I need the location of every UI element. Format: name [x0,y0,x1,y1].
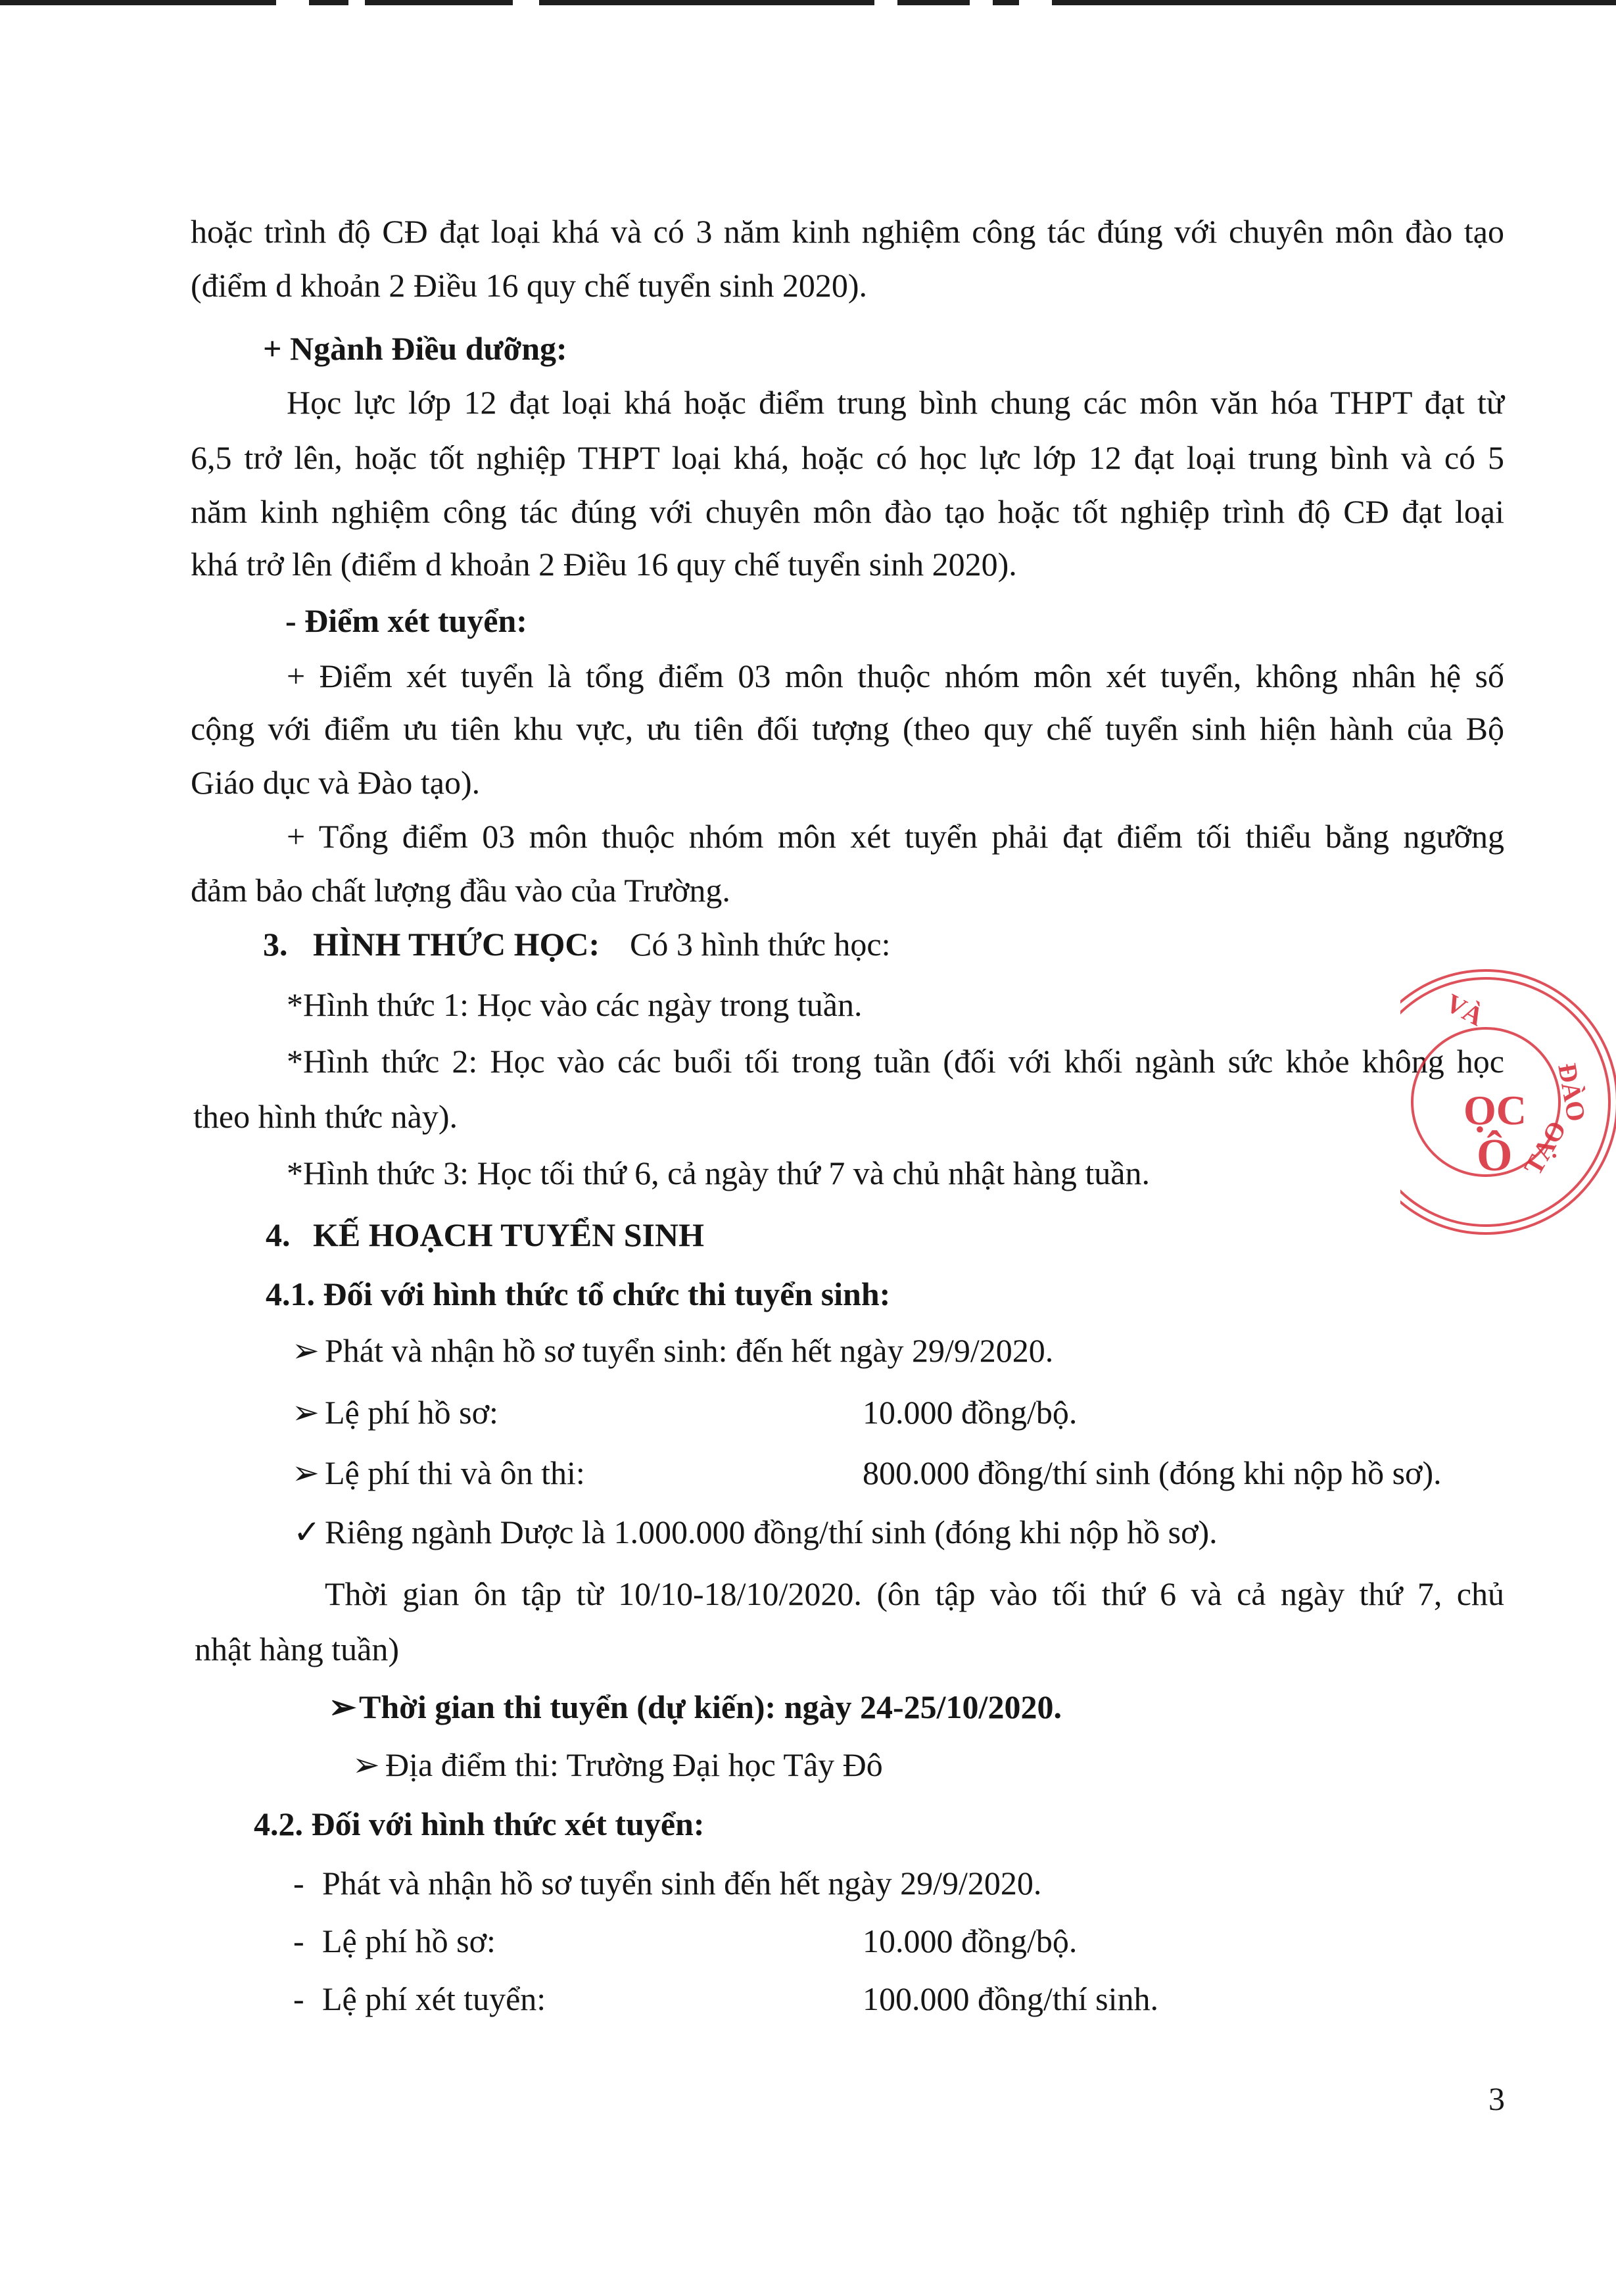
score-line: cộng với điểm ưu tiên khu vực, ưu tiên đối tượng (theo quy chế tuyển sinh hiện hành của Bộ [191,710,1504,747]
svg-text:ỌC: ỌC [1463,1087,1527,1134]
dash-bullet: - [293,1980,304,2017]
official-seal-stamp [1400,953,1616,1243]
nursing-line: năm kinh nghiệm công tác đúng với chuyên môn đào tạo hoặc tốt nghiệp trình độ CĐ đạt loại [191,493,1504,530]
scan-edge-line [0,0,276,5]
section3-title: HÌNH THỨC HỌC: [313,926,600,963]
arrow-bullet-icon: ➢ [352,1746,380,1783]
study-form: *Hình thức 1: Học vào các ngày trong tuần. [287,986,863,1023]
subsection-4-2-heading: 4.2. Đối với hình thức xét tuyển: [254,1806,705,1842]
arrow-bullet-icon: ➢ [329,1688,356,1725]
svg-text:ĐÀO: ĐÀO [1552,1061,1592,1124]
page-number: 3 [1488,2080,1505,2117]
scan-edge-line [897,0,970,5]
arrow-bullet-icon: ➢ [292,1332,320,1369]
section4-number: 4. [266,1216,291,1253]
fee-item: Riêng ngành Dược là 1.000.000 đồng/thí sinh (đóng khi nộp hồ sơ). [325,1514,1218,1550]
score-line: Giáo dục và Đào tạo). [191,764,481,801]
scan-edge-line [365,0,513,5]
exam-place: Địa điểm thi: Trường Đại học Tây Đô [385,1746,883,1783]
scan-edge-line [539,0,874,5]
continuation-line: (điểm d khoản 2 Điều 16 quy chế tuyển sinh 2020). [191,267,867,304]
scan-edge-line [993,0,1019,5]
subsection-4-1-heading: 4.1. Đối với hình thức tổ chức thi tuyển sinh: [266,1276,891,1312]
score-heading: - Điểm xét tuyển: [285,602,527,639]
scan-edge-line [309,0,348,5]
arrow-bullet-icon: ➢ [292,1454,320,1491]
score-line: + Tổng điểm 03 môn thuộc nhóm môn xét tuyển phải đạt điểm tối thiểu bằng ngưỡng [287,818,1504,855]
fee-label: Lệ phí xét tuyển: [322,1980,546,2017]
arrow-bullet-icon: ➢ [292,1394,320,1431]
section3-intro: Có 3 hình thức học: [630,926,891,963]
study-form: *Hình thức 3: Học tối thứ 6, cả ngày thứ 7 và chủ nhật hàng tuần. [287,1155,1150,1191]
nursing-heading: + Ngành Điều dưỡng: [263,330,567,367]
score-line: + Điểm xét tuyển là tổng điểm 03 môn thuộc nhóm môn xét tuyển, không nhân hệ số [287,658,1504,694]
fee-label: Lệ phí hồ sơ: [325,1394,498,1431]
nursing-line: 6,5 trở lên, hoặc tốt nghiệp THPT loại khá, hoặc có học lực lớp 12 đạt loại trung bình và có 5 [191,439,1504,476]
section3-number: 3. [263,926,288,963]
svg-text:VÀ: VÀ [1440,988,1488,1032]
svg-text:Ô: Ô [1477,1130,1513,1181]
dash-bullet: - [293,1865,304,1901]
study-form: *Hình thức 2: Học vào các buổi tối trong tuần (đối với khối ngành sức khỏe không học [287,1043,1504,1080]
fee-value: 800.000 đồng/thí sinh (đóng khi nộp hồ sơ). [863,1454,1442,1491]
svg-text:TẠO: TẠO [1517,1115,1573,1180]
review-time-line: nhật hàng tuần) [195,1631,400,1667]
fee-item: Phát và nhận hồ sơ tuyển sinh: đến hết ngày 29/9/2020. [325,1332,1054,1369]
score-line: đảm bảo chất lượng đầu vào của Trường. [191,872,730,909]
dash-bullet: - [293,1923,304,1959]
continuation-line: hoặc trình độ CĐ đạt loại khá và có 3 năm kinh nghiệm công tác đúng với chuyên môn đào tạo [191,213,1504,250]
fee-label: Lệ phí thi và ôn thi: [325,1454,585,1491]
fee-value: 10.000 đồng/bộ. [863,1923,1078,1959]
scan-edge-line [1052,0,1616,5]
checkmark-bullet-icon: ✓ [293,1514,321,1550]
study-form: theo hình thức này). [193,1098,458,1135]
review-time-line: Thời gian ôn tập từ 10/10-18/10/2020. (ôn tập vào tối thứ 6 và cả ngày thứ 7, chủ [325,1575,1504,1612]
section4-title: KẾ HOẠCH TUYỂN SINH [313,1216,705,1253]
nursing-line: Học lực lớp 12 đạt loại khá hoặc điểm trung bình chung các môn văn hóa THPT đạt từ [287,384,1504,421]
fee-value: 10.000 đồng/bộ. [863,1394,1078,1431]
nursing-line: khá trở lên (điểm d khoản 2 Điều 16 quy chế tuyển sinh 2020). [191,546,1017,583]
fee-value: 100.000 đồng/thí sinh. [863,1980,1159,2017]
fee-item: Phát và nhận hồ sơ tuyển sinh đến hết ngày 29/9/2020. [322,1865,1042,1901]
exam-time: Thời gian thi tuyển (dự kiến): ngày 24-25/10/2020. [359,1688,1062,1725]
fee-label: Lệ phí hồ sơ: [322,1923,496,1959]
